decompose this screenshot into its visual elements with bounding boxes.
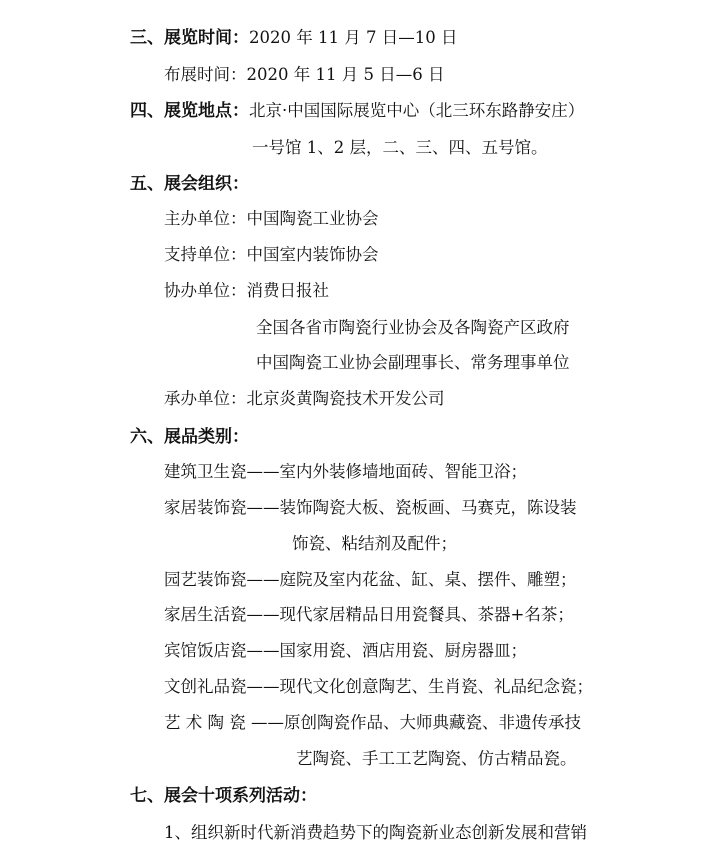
co-organizer-label: 协办单位：: [164, 281, 247, 300]
category-item: 文创礼品瓷——现代文化创意陶艺、生肖瓷、礼品纪念瓷；: [164, 677, 593, 696]
section-time-row: [130, 28, 457, 48]
category-item-continuation: 艺陶瓷、手工工艺陶瓷、仿古精品瓷。: [296, 749, 577, 768]
co-organizer-value: 消费日报社: [246, 281, 329, 300]
host-value: 中国陶瓷工业协会: [246, 209, 379, 228]
category-item: 宾馆饭店瓷——国家用瓷、酒店用瓷、厨房器皿；: [164, 641, 527, 660]
support-label: 支持单位：: [164, 245, 247, 264]
category-item: 家居生活瓷——现代家居精品日用瓷餐具、茶器+名茶；: [164, 605, 574, 624]
support-value: 中国室内装饰协会: [246, 245, 379, 264]
co-organizer-value: 中国陶瓷工业协会副理事长、常务理事单位: [256, 353, 570, 372]
section-organization-heading: 五、展会组织：: [130, 174, 249, 194]
setup-time-label: 布展时间：: [164, 65, 247, 84]
setup-time-row: [164, 65, 444, 85]
setup-time-value: 2020 年 11 月 5 日—6 日: [246, 65, 445, 84]
category-item-continuation: 饰瓷、粘结剂及配件；: [292, 534, 457, 553]
organizer-value: 北京炎黄陶瓷技术开发公司: [246, 389, 445, 408]
section-venue-row: [130, 101, 584, 121]
category-item: 建筑卫生瓷——室内外装修墙地面砖、智能卫浴；: [164, 462, 527, 481]
category-item: 家居装饰瓷——装饰陶瓷大板、瓷板画、马赛克，陈设装: [164, 498, 577, 517]
venue-line-2: 一号馆 1、2 层，二、三、四、五号馆。: [252, 138, 548, 157]
organizer-label: 承办单位：: [164, 389, 247, 408]
section-activities-heading: 七、展会十项系列活动：: [130, 786, 317, 806]
co-organizer-value: 全国各省市陶瓷行业协会及各陶瓷产区政府: [256, 318, 570, 337]
section-time-heading: 三、展览时间：: [130, 28, 249, 48]
support-row: [164, 245, 379, 265]
co-organizer-row: [164, 281, 329, 301]
section-venue-heading: 四、展览地点：: [130, 101, 249, 121]
organizer-row: [164, 389, 445, 409]
venue-line-1: 北京·中国国际展览中心（北三环东路静安庄）: [249, 101, 585, 120]
section-categories-heading: 六、展品类别：: [130, 427, 249, 447]
exhibition-time-value: 2020 年 11 月 7 日—10 日: [249, 28, 458, 47]
category-item: 园艺装饰瓷——庭院及室内花盆、缸、桌、摆件、雕塑；: [164, 570, 577, 589]
host-label: 主办单位：: [164, 209, 247, 228]
activity-item: 1、组织新时代新消费趋势下的陶瓷新业态创新发展和营销: [164, 823, 587, 842]
category-item: 艺 术 陶 瓷 ——原创陶瓷作品、大师典藏瓷、非遗传承技: [164, 713, 581, 732]
host-row: [164, 209, 379, 229]
